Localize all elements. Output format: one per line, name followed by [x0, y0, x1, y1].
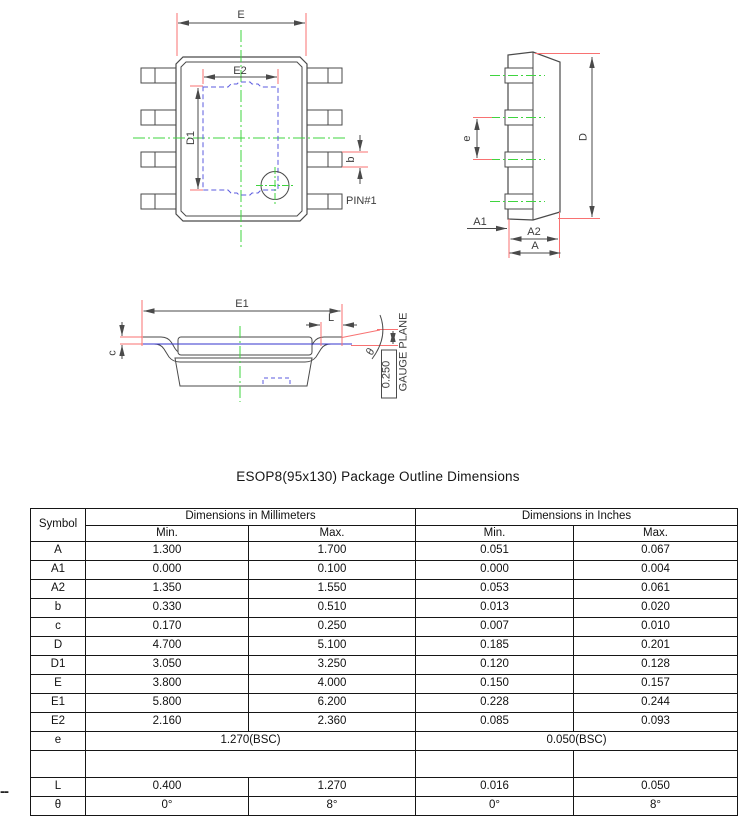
in-max-cell: 0.067	[574, 542, 738, 561]
mm-min-cell: 0.400	[86, 778, 249, 797]
in-max-cell: 0.020	[574, 599, 738, 618]
package-side-view-drawing	[450, 20, 620, 270]
package-front-view-drawing	[85, 290, 420, 410]
in-max-cell: 0.157	[574, 675, 738, 694]
dim-label-c: c	[106, 350, 119, 356]
symbol-cell: L	[31, 778, 86, 797]
header-symbol: Symbol	[31, 509, 86, 542]
mm-max-cell: 1.700	[249, 542, 416, 561]
mm-min-cell: 3.050	[86, 656, 249, 675]
dim-label-E2: E2	[233, 65, 247, 77]
table-row	[31, 542, 738, 561]
mm-bsc-cell: 1.270(BSC)	[86, 732, 416, 751]
inch-bsc-cell: 0.050(BSC)	[416, 732, 738, 751]
symbol-cell: b	[31, 599, 86, 618]
mm-min-cell: 0.330	[86, 599, 249, 618]
mm-max-cell: 3.250	[249, 656, 416, 675]
in-min-cell: 0.228	[416, 694, 574, 713]
dim-label-D: D	[577, 133, 590, 141]
dimension-table-container	[30, 508, 737, 816]
mm-min-cell: 0°	[86, 797, 249, 816]
gauge-offset-label: 0.250	[380, 360, 393, 389]
in-max-cell: 0.050	[574, 778, 738, 797]
mm-min-cell: 4.700	[86, 637, 249, 656]
table-header-row-2	[31, 526, 738, 542]
mm-min-cell: 1.350	[86, 580, 249, 599]
in-max-cell: 0.093	[574, 713, 738, 732]
symbol-cell: A	[31, 542, 86, 561]
in-min-cell: 0.120	[416, 656, 574, 675]
dim-label-e: e	[461, 135, 473, 142]
in-max-cell: 0.128	[574, 656, 738, 675]
table-row	[31, 713, 738, 732]
table-row	[31, 675, 738, 694]
dim-label-D1: D1	[185, 130, 197, 146]
symbol-cell: A2	[31, 580, 86, 599]
in-min-cell: 0.007	[416, 618, 574, 637]
in-max-cell: 8°	[574, 797, 738, 816]
header-mm-max: Max.	[249, 526, 416, 542]
mm-max-cell: 4.000	[249, 675, 416, 694]
spacer-mm-cell	[86, 751, 416, 778]
table-row	[31, 797, 738, 816]
mm-max-cell: 0.250	[249, 618, 416, 637]
header-mm: Dimensions in Millimeters	[86, 509, 416, 526]
table-row	[31, 732, 738, 751]
table-row	[31, 599, 738, 618]
dim-label-E: E	[237, 9, 245, 21]
spacer-in-max-cell	[574, 751, 738, 778]
symbol-cell: c	[31, 618, 86, 637]
page-title: ESOP8(95x130) Package Outline Dimensions	[236, 469, 520, 484]
mm-min-cell: 2.160	[86, 713, 249, 732]
in-min-cell: 0.185	[416, 637, 574, 656]
gauge-plane-label: GAUGE PLANE	[397, 312, 410, 392]
in-min-cell: 0.150	[416, 675, 574, 694]
dim-label-A1: A1	[473, 216, 487, 228]
in-min-cell: 0.000	[416, 561, 574, 580]
in-max-cell: 0.004	[574, 561, 738, 580]
in-max-cell: 0.201	[574, 637, 738, 656]
dimension-table	[30, 508, 738, 816]
symbol-cell: E1	[31, 694, 86, 713]
mm-max-cell: 6.200	[249, 694, 416, 713]
table-row	[31, 656, 738, 675]
in-max-cell: 0.244	[574, 694, 738, 713]
table-row	[31, 694, 738, 713]
footer-mark: --	[0, 783, 8, 800]
symbol-cell: A1	[31, 561, 86, 580]
dim-label-b: b	[345, 156, 357, 163]
table-header-row-1	[31, 509, 738, 526]
mm-min-cell: 3.800	[86, 675, 249, 694]
mm-max-cell: 5.100	[249, 637, 416, 656]
dim-label-A2: A2	[527, 226, 541, 238]
mm-min-cell: 0.170	[86, 618, 249, 637]
mm-max-cell: 2.360	[249, 713, 416, 732]
in-min-cell: 0.085	[416, 713, 574, 732]
table-row	[31, 778, 738, 797]
in-min-cell: 0.013	[416, 599, 574, 618]
dim-label-theta: θ	[364, 347, 378, 357]
mm-max-cell: 0.100	[249, 561, 416, 580]
symbol-cell: D	[31, 637, 86, 656]
symbol-cell: E2	[31, 713, 86, 732]
mm-max-cell: 1.550	[249, 580, 416, 599]
mm-min-cell: 1.300	[86, 542, 249, 561]
in-min-cell: 0.016	[416, 778, 574, 797]
header-in-min: Min.	[416, 526, 574, 542]
in-min-cell: 0.051	[416, 542, 574, 561]
symbol-cell: D1	[31, 656, 86, 675]
front-view-body-upper	[178, 337, 312, 355]
package-top-view-drawing	[90, 0, 390, 260]
in-min-cell: 0.053	[416, 580, 574, 599]
mm-min-cell: 0.000	[86, 561, 249, 580]
table-row	[31, 751, 738, 778]
dim-label-A: A	[531, 240, 539, 252]
table-row	[31, 561, 738, 580]
symbol-cell: e	[31, 732, 86, 751]
dimension-table-body	[31, 542, 738, 816]
mm-max-cell: 8°	[249, 797, 416, 816]
mm-max-cell: 1.270	[249, 778, 416, 797]
dim-label-L: L	[327, 312, 335, 324]
symbol-cell: E	[31, 675, 86, 694]
mm-min-cell: 5.800	[86, 694, 249, 713]
in-min-cell: 0°	[416, 797, 574, 816]
in-max-cell: 0.061	[574, 580, 738, 599]
symbol-cell	[31, 751, 86, 778]
header-mm-min: Min.	[86, 526, 249, 542]
dim-label-E1: E1	[235, 298, 249, 310]
header-inches: Dimensions in Inches	[416, 509, 738, 526]
table-row	[31, 618, 738, 637]
spacer-in-min-cell	[416, 751, 574, 778]
table-row	[31, 637, 738, 656]
pin1-label: PIN#1	[346, 195, 377, 207]
header-in-max: Max.	[574, 526, 738, 542]
symbol-cell: θ	[31, 797, 86, 816]
table-row	[31, 580, 738, 599]
mm-max-cell: 0.510	[249, 599, 416, 618]
in-max-cell: 0.010	[574, 618, 738, 637]
